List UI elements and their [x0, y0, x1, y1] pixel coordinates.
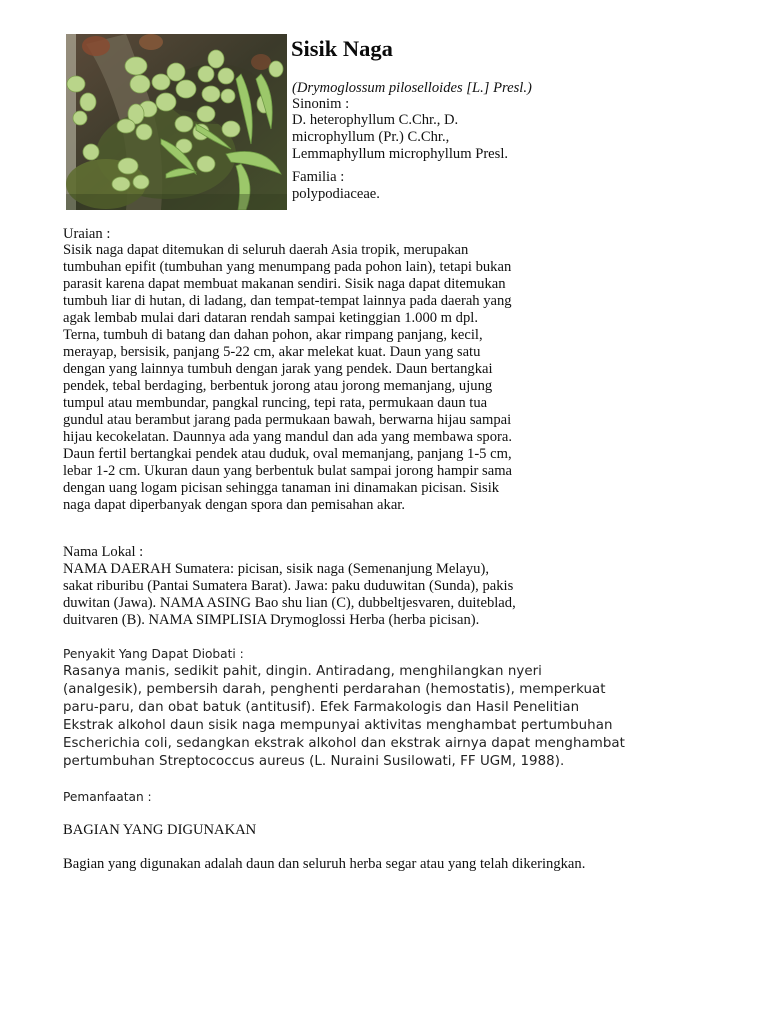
sinonim-line: microphyllum (Pr.) C.Chr., [292, 129, 450, 145]
nama-lokal-line: duitvaren (B). NAMA SIMPLISIA Drymoglossi Herba (herba picisan). [63, 612, 480, 628]
uraian-line: hijau kecokelatan. Daunnya ada yang mandul dan ada yang membawa spora. [63, 429, 512, 445]
uraian-line: tumbuhan epifit (tumbuhan yang menumpang pada pohon lain), tetapi bukan [63, 259, 512, 275]
uraian-line: dengan yang lainnya tumbuh dengan jarak yang pendek. Daun bertangkai [63, 361, 493, 377]
penyakit-line: Ekstrak alkohol daun sisik naga mempunyai aktivitas menghambat pertumbuhan [63, 718, 613, 733]
uraian-line: parasit karena dapat membuat makanan sendiri. Sisik naga dapat ditemukan [63, 276, 506, 292]
page-title: Sisik Naga [291, 36, 393, 61]
plant-photo-image [66, 34, 287, 210]
sinonim-line: Lemmaphyllum microphyllum Presl. [292, 146, 509, 162]
uraian-line: agak lembab mulai dari dataran rendah sampai ketinggian 1.000 m dpl. [63, 310, 478, 326]
penyakit-line: Escherichia coli, sedangkan ekstrak alkohol dan ekstrak airnya dapat menghambat [63, 736, 625, 751]
bagian-text: Bagian yang digunakan adalah daun dan seluruh herba segar atau yang telah dikeringkan. [63, 856, 586, 872]
penyakit-label: Penyakit Yang Dapat Diobati : [63, 647, 244, 661]
uraian-label: Uraian : [63, 226, 111, 242]
penyakit-line: pertumbuhan Streptococcus aureus (L. Nuraini Susilowati, FF UGM, 1988). [63, 754, 565, 769]
nama-lokal-line: sakat riburibu (Pantai Sumatera Barat). Jawa: paku duduwitan (Sunda), pakis [63, 578, 514, 594]
pemanfaatan-label: Pemanfaatan : [63, 790, 152, 804]
uraian-line: pendek, tebal berdaging, berbentuk jorong atau jorong memanjang, ujung [63, 378, 493, 394]
nama-lokal-label: Nama Lokal : [63, 544, 144, 560]
nama-lokal-line: NAMA DAERAH Sumatera: picisan, sisik naga (Semenanjung Melayu), [63, 561, 489, 577]
uraian-line: tumpul atau membundar, pangkal runcing, tepi rata, permukaan daun tua [63, 395, 488, 411]
uraian-line: dengan uang logam picisan sehingga tanaman ini dinamakan picisan. Sisik [63, 480, 500, 496]
uraian-line: Daun fertil bertangkai pendek atau duduk, oval memanjang, panjang 1-5 cm, [63, 446, 512, 462]
penyakit-line: Rasanya manis, sedikit pahit, dingin. Antiradang, menghilangkan nyeri [63, 664, 542, 679]
penyakit-line: paru-paru, dan obat batuk (antitusif). Efek Farmakologis dan Hasil Penelitian [63, 700, 580, 715]
uraian-line: merayap, bersisik, panjang 5-22 cm, akar melekat kuat. Daun yang satu [63, 344, 481, 360]
bagian-heading: BAGIAN YANG DIGUNAKAN [63, 822, 257, 838]
uraian-line: Sisik naga dapat ditemukan di seluruh daerah Asia tropik, merupakan [63, 242, 469, 258]
uraian-line: gundul atau berambut jarang pada permukaan bawah, berwarna hijau sampai [63, 412, 512, 428]
sinonim-line: D. heterophyllum C.Chr., D. [292, 112, 459, 128]
latin-name: (Drymoglossum piloselloides [L.] Presl.) [292, 80, 532, 96]
penyakit-line: (analgesik), pembersih darah, penghenti perdarahan (hemostatis), memperkuat [63, 682, 606, 697]
sinonim-label: Sinonim : [292, 96, 350, 112]
nama-lokal-line: duwitan (Jawa). NAMA ASING Bao shu lian (C), dubbeltjesvaren, duiteblad, [63, 595, 516, 611]
uraian-line: lebar 1-2 cm. Ukuran daun yang berbentuk bulat sampai jorong hampir sama [63, 463, 513, 479]
uraian-line: Terna, tumbuh di batang dan dahan pohon, akar rimpang panjang, kecil, [63, 327, 483, 343]
plant-photo [66, 34, 287, 210]
uraian-line: tumbuh liar di hutan, di ladang, dan tempat-tempat lainnya pada daerah yang [63, 293, 512, 309]
familia-value: polypodiaceae. [292, 186, 380, 202]
familia-label: Familia : [292, 169, 345, 185]
uraian-line: naga dapat diperbanyak dengan spora dan pemisahan akar. [63, 497, 406, 513]
